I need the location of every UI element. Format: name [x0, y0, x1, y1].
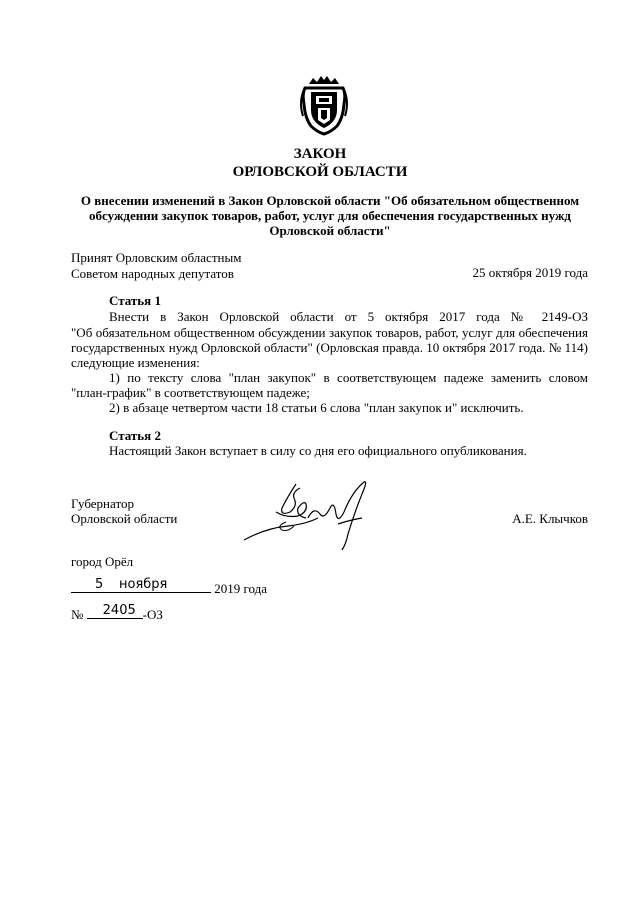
document-type-title: ЗАКОН: [293, 146, 347, 162]
month-field: [111, 578, 211, 593]
number-sign: №: [71, 607, 84, 622]
subject-line: О внесении изменений в Закон Орловской области "Об обязательном общественном: [80, 193, 580, 208]
region-title: ОРЛОВСКОЙ ОБЛАСТИ: [232, 164, 408, 180]
number-suffix: -ОЗ: [142, 607, 163, 622]
subject-line: Орловской области": [269, 223, 391, 238]
adoption-line: Советом народных депутатов: [71, 265, 234, 281]
law-number: [71, 604, 163, 623]
article-1-line: государственных нужд Орловской области" (Орловская правда. 10 октября 2017 года. № 114): [71, 340, 588, 355]
law-subject: [70, 193, 590, 238]
day-field: [83, 578, 111, 593]
signing-date: [71, 578, 267, 597]
article-2-text: Настоящий Закон вступает в силу со дня его официального опубликования.: [109, 443, 527, 458]
blank-line: [71, 592, 83, 593]
article-1-heading: Статья 1: [109, 293, 161, 308]
number-value: 2405: [102, 602, 136, 618]
article-2-heading: Статья 2: [109, 428, 161, 443]
article-1-item-1-cont: "план-график" в соответствующем падеже;: [71, 385, 310, 400]
article-1-line: Внести в Закон Орловской области от 5 октября 2017 года № 2149-ОЗ: [109, 309, 588, 324]
number-field: [87, 604, 143, 619]
month-value: ноября: [119, 576, 168, 592]
signatory-position: Губернатор: [71, 496, 134, 511]
coat-of-arms-emblem: [299, 74, 349, 136]
handwritten-signature: [236, 478, 376, 558]
article-1-line: следующие изменения:: [71, 355, 200, 370]
adoption-line: Принят Орловским областным: [71, 250, 242, 265]
signatory-position: Орловской области: [71, 511, 178, 526]
article-1-item-1: 1) по тексту слова "план закупок" в соответствующем падеже заменить словом: [109, 370, 588, 385]
city: город Орёл: [71, 554, 134, 569]
year-text: 2019 года: [214, 581, 268, 596]
article-1-line: "Об обязательном общественном обсуждении закупок товаров, работ, услуг для обеспечения: [71, 325, 588, 340]
adoption-date: 25 октября 2019 года: [472, 265, 588, 280]
adoption-block: [71, 250, 241, 281]
day-value: 5: [95, 576, 104, 592]
article-1-item-2: 2) в абзаце четвертом части 18 статьи 6 слова "план закупок и" исключить.: [109, 400, 524, 415]
subject-line: обсуждении закупок товаров, работ, услуг для обеспечения государственных нужд: [89, 208, 571, 223]
signatory-name: А.Е. Клычков: [512, 511, 588, 526]
